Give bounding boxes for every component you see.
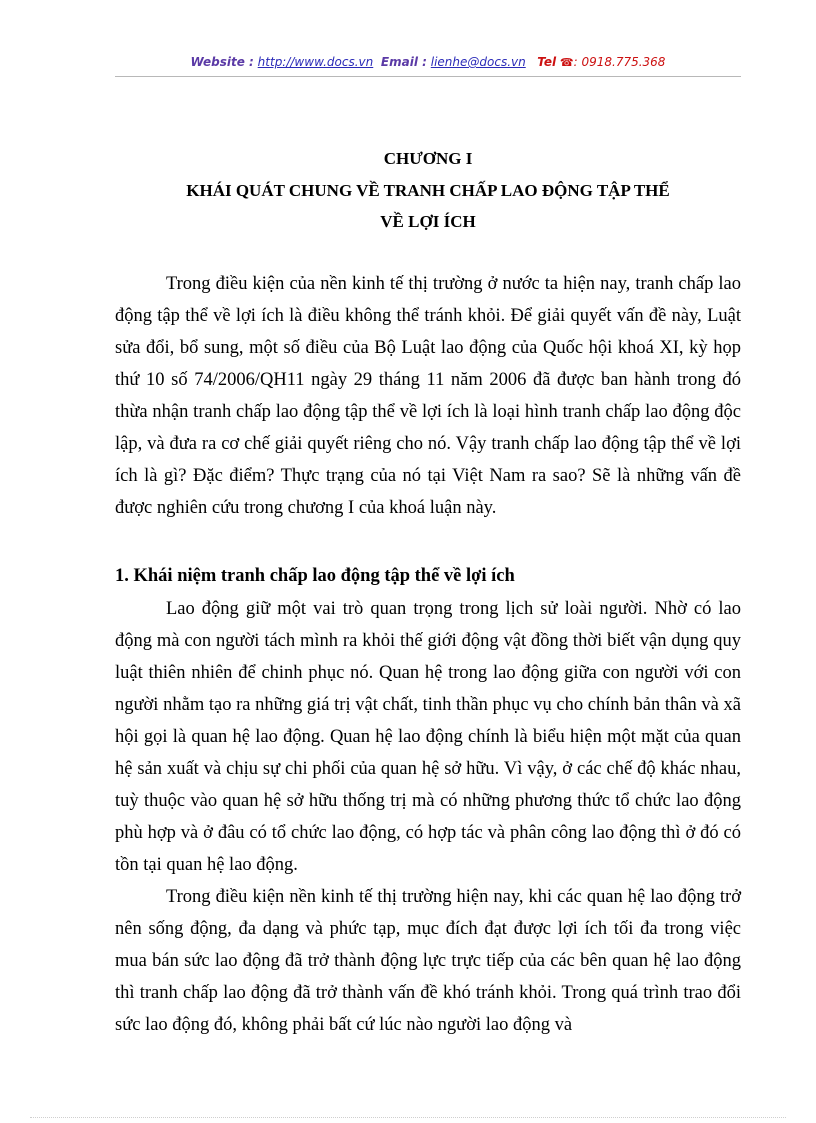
chapter-number: CHƯƠNG I: [383, 149, 473, 168]
intro-paragraph: Trong điều kiện của nền kinh tế thị trường ở nước ta hiện nay, tranh chấp lao động tập thể về lợi ích là điều không thể tránh khỏi. Để giải quyết vấn đề này, Luật sửa đổi, bổ sung, một số điều của Bộ Luật lao động của Quốc hội khoá XI, kỳ họp thứ 10 số 74/2006/QH11 ngày 29 tháng 11 năm 2006 đã được ban hành trong đó thừa nhận tranh chấp lao động tập thể về lợi ích là loại hình tranh chấp lao động độc lập, và đưa ra cơ chế giải quyết riêng cho nó. Vậy tranh chấp lao động tập thể về lợi ích là gì? Đặc điểm? Thực trạng của nó tại Việt Nam ra sao? Sẽ là những vấn đề được nghiên cứu trong chương I của khoá luận này.: [115, 274, 741, 518]
tel-label: Tel: [537, 55, 557, 69]
email-link[interactable]: lienhe@docs.vn: [430, 55, 526, 69]
section-heading: 1. Khái niệm tranh chấp lao động tập thể về lợi ích: [115, 566, 515, 586]
body-paragraph-2: Trong điều kiện nền kinh tế thị trường hiện nay, khi các quan hệ lao động trở nên sống động, đa dạng và phức tạp, mục đích đạt được lợi ích tối đa trong việc mua bán sức lao động đã trở thành động lực trực tiếp của các bên quan hệ lao động thì tranh chấp lao động đã trở thành vấn đề khó tránh khỏi. Trong quá trình trao đổi sức lao động đó, không phải bất cứ lúc nào người lao động và: [115, 887, 741, 1035]
body-paragraph-1: Lao động giữ một vai trò quan trọng trong lịch sử loài người. Nhờ có lao động mà con người tách mình ra khỏi thế giới động vật đồng thời biết vận dụng quy luật thiên nhiên để chinh phục nó. Quan hệ trong lao động giữa con người với con người nhằm tạo ra những giá trị vật chất, tinh thần phục vụ cho chính bản thân và xã hội gọi là quan hệ lao động. Quan hệ lao động chính là biểu hiện một mặt của quan hệ sản xuất và chịu sự chi phối của quan hệ sở hữu. Vì vậy, ở các chế độ khác nhau, tuỳ thuộc vào quan hệ sở hữu thống trị mà có những phương thức tổ chức lao động phù hợp và ở đâu có tổ chức lao động, có hợp tác và phân công lao động thì ở đó có tồn tại quan hệ lao động.: [115, 599, 741, 875]
phone-icon: ☎: [559, 56, 574, 69]
footer-divider: [30, 1117, 786, 1118]
chapter-title-line2: VỀ LỢI ÍCH: [380, 212, 476, 231]
chapter-title-line1: KHÁI QUÁT CHUNG VỀ TRANH CHẤP LAO ĐỘNG TẬP THỂ: [186, 181, 670, 200]
page-header: [115, 55, 741, 77]
website-label: Website :: [190, 55, 254, 69]
website-link[interactable]: http://www.docs.vn: [257, 55, 374, 69]
tel-number: : 0918.775.368: [573, 55, 666, 69]
email-label: Email :: [380, 55, 427, 69]
